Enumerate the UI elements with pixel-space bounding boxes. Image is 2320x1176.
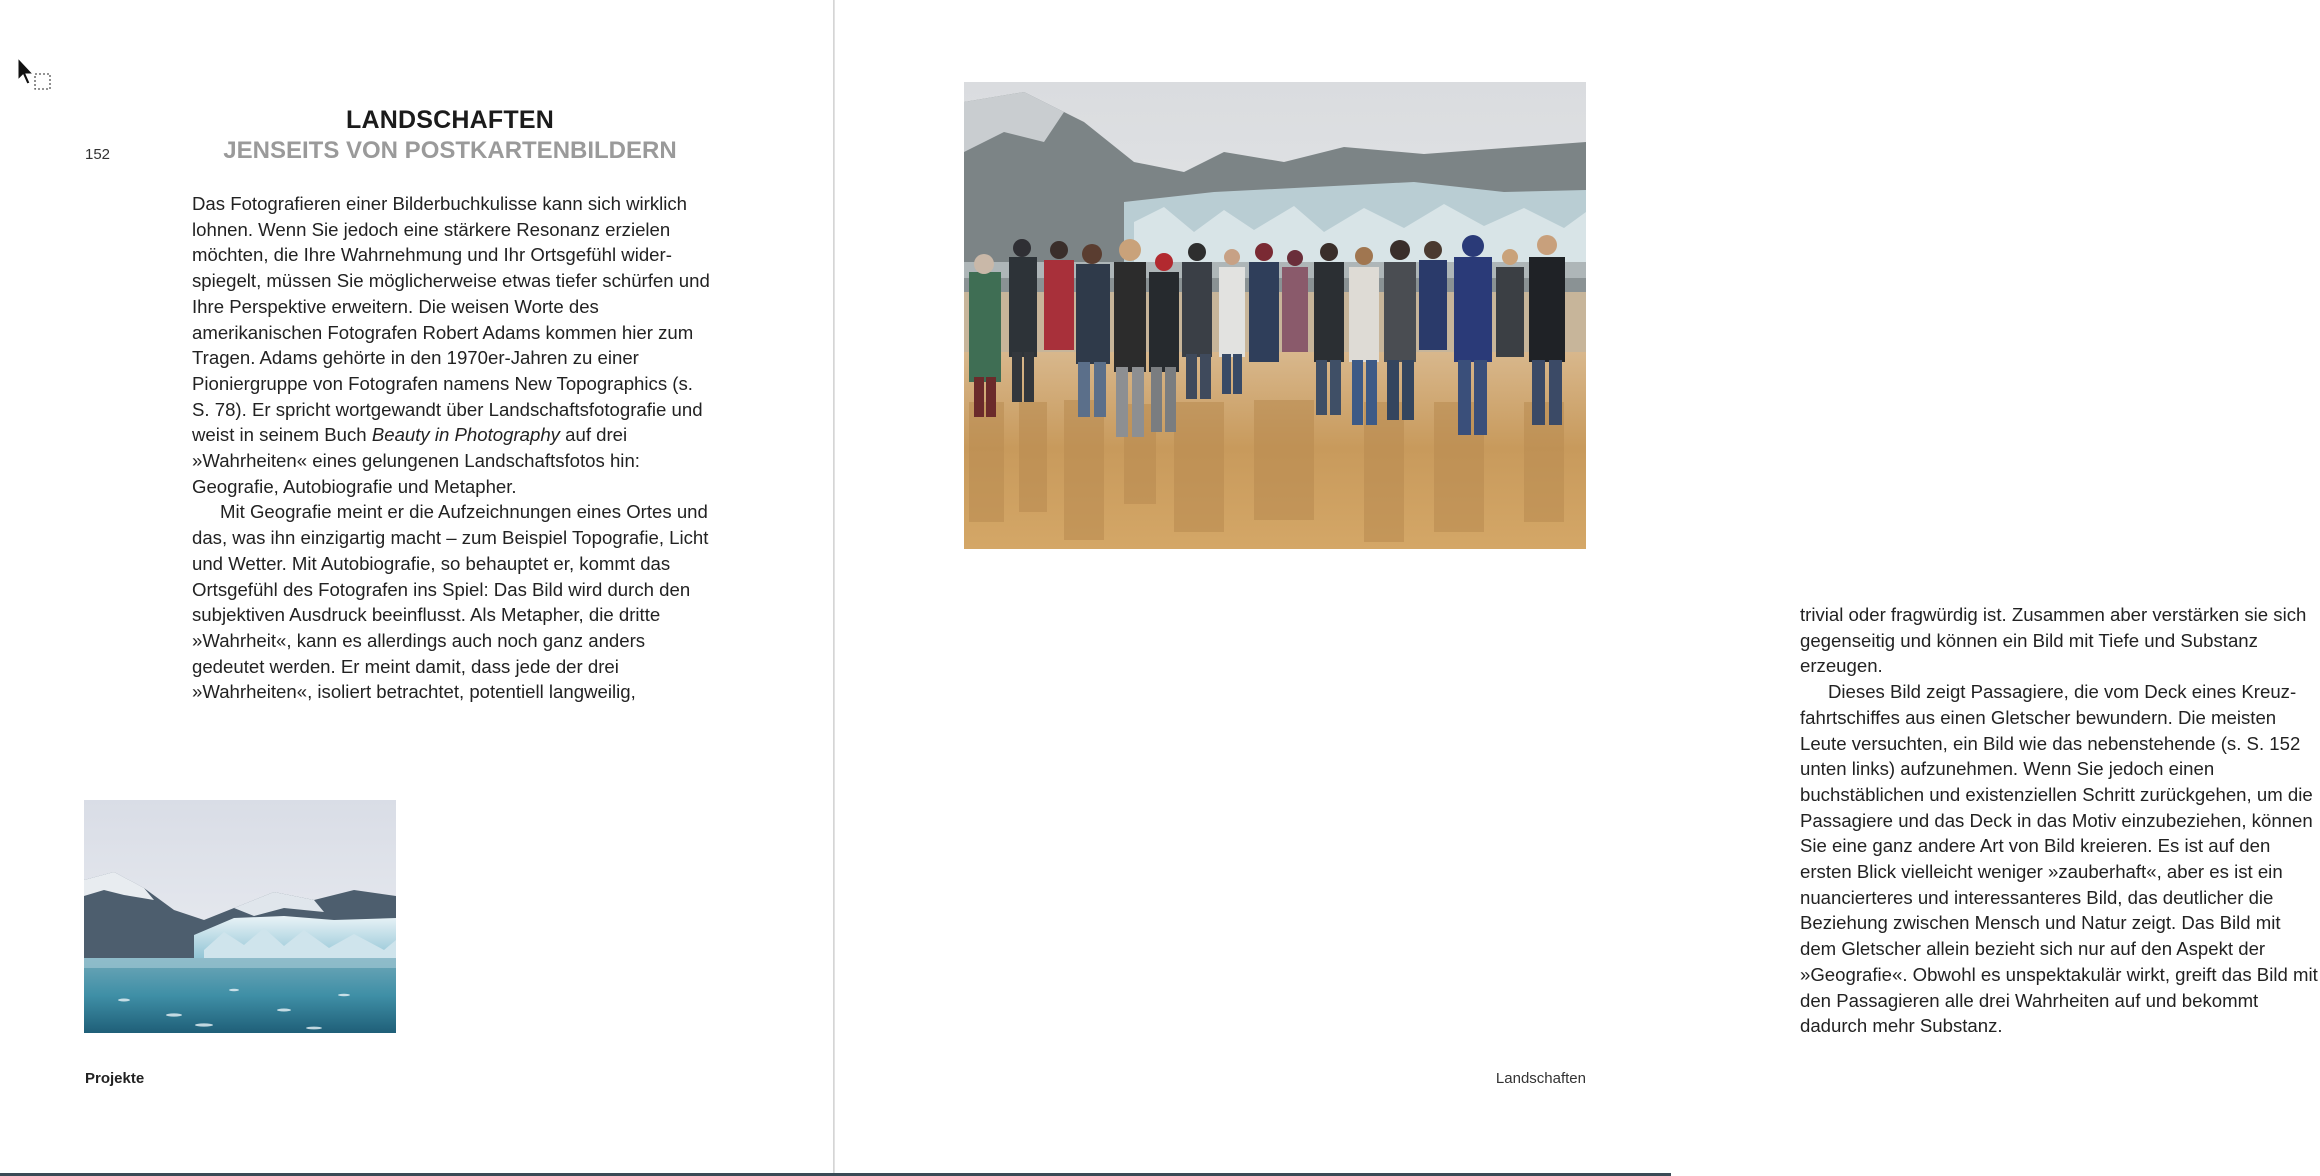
right-paragraph-2: Dieses Bild zeigt Passagiere, die vom Deck eines Kreuzfahrtschiffes aus einen Gletscher bewundern. Die meisten Leute versuchten, ein Bild wie das nebenstehende (s. S. 152 unten links) aufzunehmen. Wenn Sie jedoch einen buchstäblichen und existenziellen Schritt zurückgehen, um die Passagiere und das Deck in das Motiv einzubeziehen, können Sie eine ganz andere Art von Bild kreieren. Es ist auf den ersten Blick vielleicht weniger »zauberhaft«, aber es ist ein nuancierteres und interessanteres Bild, das deutlicher die Beziehung zwischen Mensch und Natur zeigt. Das Bild mit dem Gletscher allein bezieht sich nur auf den Aspekt der »Geografie«. Obwohl es unspektakulär wirkt, greift das Bild mit den Passagieren alle drei Wahrheiten auf und bekommt dadurch mehr Substanz. xyxy=(1800,681,2318,1037)
glacier-photo xyxy=(84,800,396,1033)
right-paragraph-1: trivial oder fragwürdig ist. Zusammen aber verstärken sie sich gegenseitig und können ein Bild mit Tiefe und Substanz erzeugen. xyxy=(1800,604,2307,677)
book-title: Beauty in Photography xyxy=(371,424,560,446)
page-gutter xyxy=(833,0,835,1176)
left-page xyxy=(0,0,834,1176)
footer-chapter-label: Landschaften xyxy=(1495,1070,1586,1087)
left-paragraph-1-part-a: Das Fotografieren einer Bilderbuchkulisse kann sich wirklich lohnen. Wenn Sie jedoch eine stärkere Resonanz erzielen möchten, die Ihre Wahrnehmung und Ihr Ortsgefühl widerspiegelt, müssen Sie möglicherweise etwas tiefer schürfen und Ihre Perspektive erweitern. Die weisen Worte des amerikanischen Fotografen Robert Adams kommen hier zum Tragen. Adams gehörte in den 1970er-Jahren zu einer Pioniergruppe von Fotografen namens New Topographics (s. S. 78). Er spricht wortgewandt über Landschaftsfotografie und weist in seinem Buch xyxy=(192,193,710,446)
page-subtitle: JENSEITS VON POSTKARTENBILDERN xyxy=(223,137,677,164)
right-body-text xyxy=(1800,602,2320,1039)
left-body-text xyxy=(192,191,712,705)
page-number: 152 xyxy=(85,146,111,163)
passengers-deck-photo xyxy=(964,82,1586,549)
footer-section-label: Projekte xyxy=(85,1070,145,1087)
left-paragraph-1 xyxy=(192,191,712,499)
page-title: LANDSCHAFTEN xyxy=(346,106,554,134)
left-paragraph-1-part-b: auf drei »Wahrheiten« eines gelungenen Landschaftsfotos hin: Geografie, Autobiografie und Metapher. xyxy=(192,424,640,497)
mouse-pointer-icon xyxy=(16,56,56,96)
left-paragraph-2: Mit Geografie meint er die Aufzeichnungen eines Ortes und das, was ihn einzigartig macht – zum Beispiel Topografie, Licht und Wetter. Mit Autobiografie, so behauptet er, kommt das Ortsgefühl des Fotografen ins Spiel: Das Bild wird durch den subjektiven Ausdruck beeinflusst. Als Metapher, die dritte »Wahrheit«, kann es allerdings auch noch ganz anders gedeutet werden. Er meint damit, dass jede der drei »Wahrheiten«, isoliert betrachtet, potentiell langweilig, xyxy=(192,501,709,703)
